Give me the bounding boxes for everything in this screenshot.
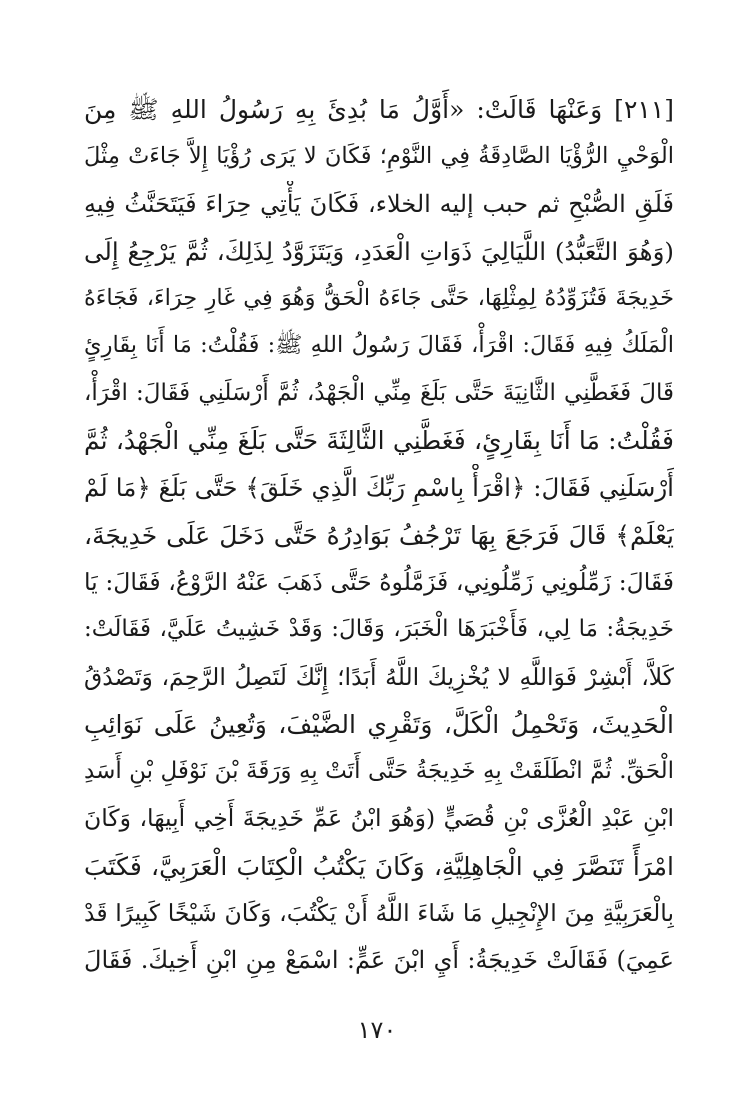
text-line-5: خَدِيجَةَ فَتُزَوِّدُهُ لِمِثْلِهَا، حَتَّى جَاءَهُ الْحَقُّ وَهُوَ فِي غَارِ حِرَاءَ، فَجَاءَهُ	[84, 285, 674, 312]
text-line-12: خَدِيجَةُ: مَا لِي، فَأَخْبَرَهَا الْخَبَرَ، وَقَالَ: وَقَدْ خَشِيتُ عَلَيَّ، فَقَالَتْ:	[84, 616, 674, 643]
text-line-17: امْرَأً تَنَصَّرَ فِي الْجَاهِلِيَّةِ، وَكَانَ يَكْتُبُ الْكِتَابَ الْعَرَبِيَّ، فَكَتَبَ	[84, 851, 674, 881]
hadith-text-block	[84, 86, 674, 985]
text-line-1: [٢١١] وَعَنْهَا قَالَتْ: «أَوَّلُ مَا بُدِئَ بِهِ رَسُولُ اللهِ ﷺ مِنَ	[84, 95, 674, 124]
text-line-11: فَقَالَ: زَمِّلُونِي زَمِّلُونِي، فَزَمَّلُوهُ حَتَّى ذَهَبَ عَنْهُ الرَّوْعُ، فَقَالَ: يَا	[84, 567, 674, 596]
text-line-10: يَعْلَمْ﴾ قَالَ فَرَجَعَ بِهَا تَرْجُفُ بَوَادِرُهُ حَتَّى دَخَلَ عَلَى خَدِيجَةَ،	[84, 520, 674, 550]
text-line-2: الْوَحْيِ الرُّؤْيَا الصَّادِقَةُ فِي النَّوْمِ؛ فَكَانَ لا يَرَى رُؤْيَا إِلاَّ جَاءَتْ مِثْلَ	[84, 143, 674, 170]
text-line-8: فَقُلْتُ: مَا أَنَا بِقَارِئٍ، فَغَطَّنِي الثَّالِثَةَ حَتَّى بَلَغَ مِنِّي الْجَهْدُ، ثُمَّ	[84, 426, 674, 456]
text-line-6: الْمَلَكُ فِيهِ فَقَالَ: اقْرَأْ، فَقَالَ رَسُولُ اللهِ ﷺ: فَقُلْتُ: مَا أَنَا بِقَارِئٍ	[84, 332, 674, 359]
text-line-14: الْحَدِيثَ، وَتَحْمِلُ الْكَلَّ، وَتَقْرِي الضَّيْفَ، وَتُعِينُ عَلَى نَوَائِبِ	[84, 709, 674, 739]
text-line-13: كَلاَّ، أَبْشِرْ فَوَاللَّهِ لا يُخْزِيكَ اللَّهُ أَبَدًا؛ إِنَّكَ لَتَصِلُ الرَّحِمَ، وَتَصْدُقُ	[84, 662, 674, 691]
text-line-19: عَمِيَ) فَقَالَتْ خَدِيجَةُ: أَيِ ابْنَ عَمٍّ: اسْمَعْ مِنِ ابْنِ أَخِيكَ. فَقَالَ	[84, 946, 674, 975]
text-line-3: فَلَقِ الصُّبْحِ ثم حبب إليه الخلاء، فَكَانَ يَأْتِي حِرَاءَ فَيَتَحَنَّثُ فِيهِ	[84, 189, 674, 218]
text-line-15: الْحَقِّ. ثُمَّ انْطَلَقَتْ بِهِ خَدِيجَةُ حَتَّى أَتَتْ بِهِ وَرَقَةَ بْنَ نَوْفَلِ بْنِ أَسَدِ	[84, 758, 674, 785]
page-number: ١٧٠	[357, 1016, 397, 1044]
text-line-9: أَرْسَلَنِي فَقَالَ: ﴿اقْرَأْ بِاسْمِ رَبِّكَ الَّذِي خَلَقَ﴾ حَتَّى بَلَغَ ﴿مَا لَمْ	[84, 473, 674, 503]
text-line-4: (وَهُوَ التَّعَبُّدُ) اللَّيَالِيَ ذَوَاتِ الْعَدَدِ، وَيَتَزَوَّدُ لِذَلِكَ، ثُمَّ يَرْجِعُ إِلَى	[84, 236, 674, 266]
text-line-7: قَالَ فَغَطَّنِي الثَّانِيَةَ حَتَّى بَلَغَ مِنِّي الْجَهْدُ، ثُمَّ أَرْسَلَنِي فَقَالَ: اقْرَأْ،	[84, 379, 674, 406]
text-line-18: بِالْعَرَبِيَّةِ مِنَ الإِنْجِيلِ مَا شَاءَ اللَّهُ أَنْ يَكْتُبَ، وَكَانَ شَيْخًا كَبِيرًا قَدْ	[84, 899, 674, 928]
text-line-16: ابْنِ عَبْدِ الْعُزَّى بْنِ قُصَيٍّ (وَهُوَ ابْنُ عَمِّ خَدِيجَةَ أَخِي أَبِيهَا، وَكَانَ	[84, 804, 674, 833]
